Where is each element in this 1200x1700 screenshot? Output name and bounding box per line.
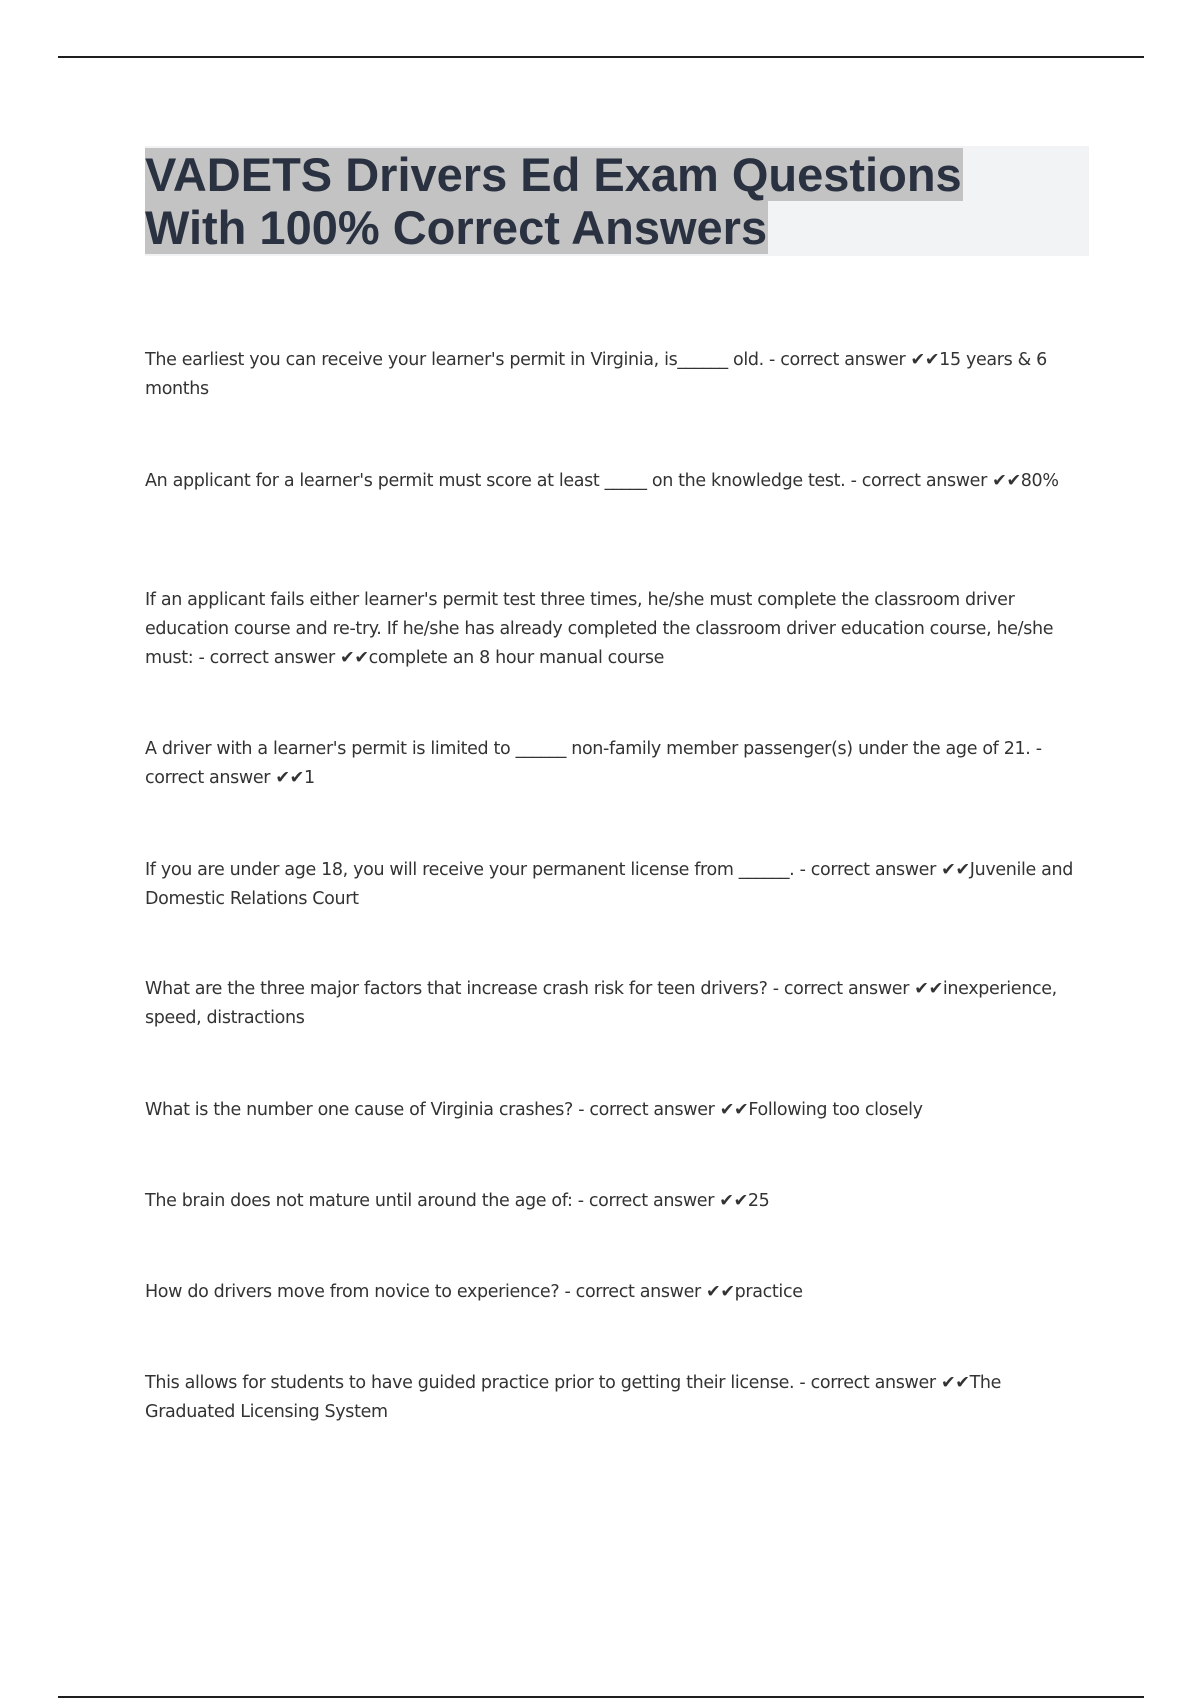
question-item-7: What is the number one cause of Virginia crashes? - correct answer ✔✔Following too closely	[145, 1100, 923, 1120]
document-title-line-1: VADETS Drivers Ed Exam Questions	[145, 148, 962, 201]
question-item-5: If you are under age 18, you will receive your permanent license from ______. - correct answer ✔✔Juvenile and Domestic Relations Court	[145, 860, 1074, 909]
question-item-10: This allows for students to have guided practice prior to getting their license. - correct answer ✔✔The Graduated Licensing System	[145, 1373, 1002, 1422]
question-item-1: The earliest you can receive your learner's permit in Virginia, is______ old. - correct answer ✔✔15 years & 6 months	[145, 350, 1047, 399]
title-block	[145, 146, 1089, 256]
question-item-6: What are the three major factors that increase crash risk for teen drivers? - correct answer ✔✔inexperience, speed, distractions	[145, 979, 1057, 1028]
question-item-2: An applicant for a learner's permit must score at least _____ on the knowledge test. - correct answer ✔✔80%	[145, 471, 1059, 491]
question-item-8: The brain does not mature until around the age of: - correct answer ✔✔25	[145, 1191, 770, 1211]
bottom-rule	[58, 1696, 1144, 1698]
top-rule	[58, 56, 1144, 58]
question-item-9: How do drivers move from novice to experience? - correct answer ✔✔practice	[145, 1282, 803, 1302]
document-title-line-2: With 100% Correct Answers	[145, 201, 768, 254]
question-item-4: A driver with a learner's permit is limited to ______ non-family member passenger(s) under the age of 21. - correct answer ✔✔1	[145, 739, 1042, 788]
question-item-3: If an applicant fails either learner's permit test three times, he/she must complete the classroom driver education course and re-try. If he/she has already completed the classroom driver education course, he/she must: - correct answer ✔✔complete an 8 hour manual course	[145, 590, 1054, 668]
